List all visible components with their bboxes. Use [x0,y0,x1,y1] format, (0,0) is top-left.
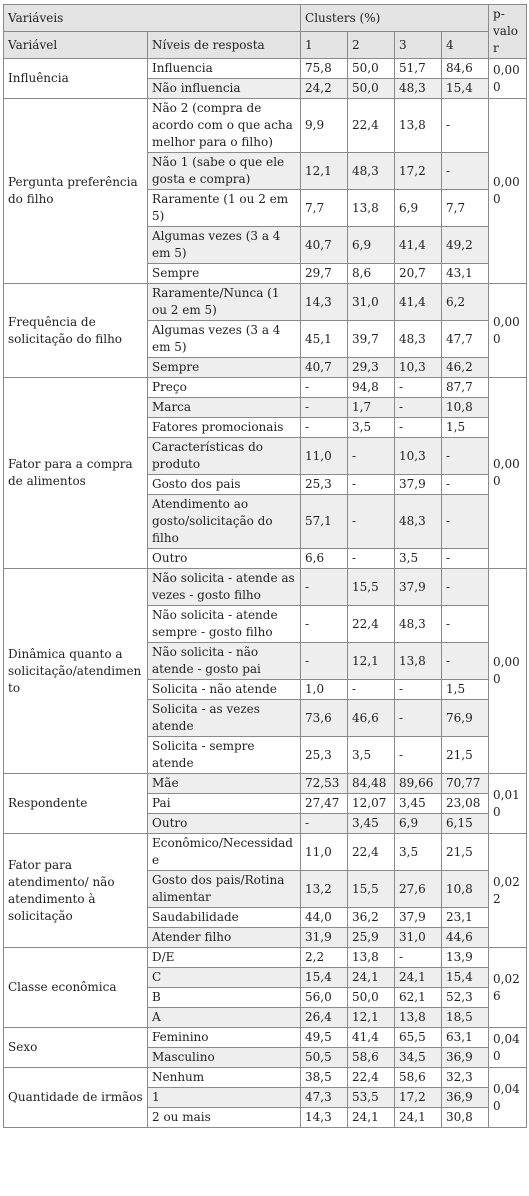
cluster-1-value: 57,1 [301,495,348,549]
cluster-1-value: 40,7 [301,227,348,264]
cluster-2-value: 13,8 [348,948,395,968]
cluster-4-value: 6,2 [442,284,489,321]
cluster-1-value: 45,1 [301,321,348,358]
response-level: Fatores promocionais [148,418,301,438]
response-level: Não solicita - não atende - gosto pai [148,643,301,680]
p-value: 0,022 [489,834,527,948]
cluster-3-value: 37,9 [395,475,442,495]
cluster-3-value: 6,9 [395,814,442,834]
response-level: Preço [148,378,301,398]
cluster-2-value: 22,4 [348,1068,395,1088]
cluster-3-value: 51,7 [395,59,442,79]
cluster-3-value: 58,6 [395,1068,442,1088]
response-level: Mãe [148,774,301,794]
cluster-4-value: 21,5 [442,737,489,774]
table-row [4,774,527,794]
cluster-4-value: 1,5 [442,418,489,438]
cluster-2-value: 84,48 [348,774,395,794]
variable-name: Frequência de solicitação do filho [4,284,148,378]
response-level: D/E [148,948,301,968]
cluster-2-value: 22,4 [348,606,395,643]
response-level: Atender filho [148,928,301,948]
response-level: Saudabilidade [148,908,301,928]
response-level: Solicita - as vezes atende [148,700,301,737]
cluster-4-value: 30,8 [442,1108,489,1128]
cluster-1-value: 1,0 [301,680,348,700]
cluster-3-value: - [395,680,442,700]
cluster-3-value: - [395,398,442,418]
header-niveis: Níveis de resposta [148,32,301,59]
table-row [4,1028,527,1048]
p-value: 0,000 [489,99,527,284]
cluster-2-value: - [348,549,395,569]
cluster-4-value: 36,9 [442,1088,489,1108]
cluster-4-value: 47,7 [442,321,489,358]
response-level: Não influencia [148,79,301,99]
header-cluster-3: 3 [395,32,442,59]
cluster-4-value: 18,5 [442,1008,489,1028]
cluster-3-value: - [395,700,442,737]
table-row [4,378,527,398]
response-level: Nenhum [148,1068,301,1088]
cluster-1-value: 25,3 [301,737,348,774]
cluster-4-value: 36,9 [442,1048,489,1068]
response-level: Feminino [148,1028,301,1048]
cluster-2-value: 13,8 [348,190,395,227]
cluster-4-value: - [442,475,489,495]
cluster-2-value: 12,1 [348,1008,395,1028]
response-level: Algumas vezes (3 a 4 em 5) [148,227,301,264]
table-body [4,59,527,1128]
cluster-3-value: 37,9 [395,908,442,928]
cluster-2-value: 41,4 [348,1028,395,1048]
cluster-2-value: 29,3 [348,358,395,378]
response-level: Não 1 (sabe o que ele gosta e compra) [148,153,301,190]
cluster-2-value: 12,07 [348,794,395,814]
cluster-2-value: 58,6 [348,1048,395,1068]
p-value: 0,000 [489,284,527,378]
cluster-3-value: 24,1 [395,968,442,988]
cluster-2-value: 3,5 [348,418,395,438]
response-level: A [148,1008,301,1028]
cluster-3-value: 48,3 [395,79,442,99]
cluster-2-value: - [348,680,395,700]
cluster-1-value: 13,2 [301,871,348,908]
cluster-2-value: 50,0 [348,59,395,79]
variable-name: Dinâmica quanto a solicitação/atendimento [4,569,148,774]
cluster-1-value: 25,3 [301,475,348,495]
cluster-3-value: 37,9 [395,569,442,606]
cluster-4-value: - [442,438,489,475]
cluster-1-value: 56,0 [301,988,348,1008]
cluster-3-value: - [395,418,442,438]
cluster-1-value: - [301,606,348,643]
cluster-1-value: 72,53 [301,774,348,794]
cluster-2-value: 50,0 [348,988,395,1008]
cluster-4-value: 10,8 [442,871,489,908]
p-value: 0,000 [489,378,527,569]
header-variavel: Variável [4,32,148,59]
table-row [4,99,527,153]
cluster-3-value: - [395,737,442,774]
response-level: Pai [148,794,301,814]
cluster-2-value: 24,1 [348,968,395,988]
cluster-1-value: 6,6 [301,549,348,569]
cluster-1-value: 50,5 [301,1048,348,1068]
table-row [4,284,527,321]
table-row [4,59,527,79]
cluster-4-value: 32,3 [442,1068,489,1088]
cluster-1-value: 73,6 [301,700,348,737]
cluster-1-value: 47,3 [301,1088,348,1108]
cluster-2-value: 94,8 [348,378,395,398]
cluster-2-value: 3,45 [348,814,395,834]
variable-name: Sexo [4,1028,148,1068]
response-level: Influencia [148,59,301,79]
variable-name: Pergunta preferência do filho [4,99,148,284]
response-level: 1 [148,1088,301,1108]
cluster-4-value: - [442,569,489,606]
response-level: Econômico/Necessidade [148,834,301,871]
cluster-2-value: 50,0 [348,79,395,99]
cluster-2-value: 6,9 [348,227,395,264]
cluster-2-value: 8,6 [348,264,395,284]
cluster-1-value: - [301,569,348,606]
header-cluster-1: 1 [301,32,348,59]
response-level: Gosto dos pais [148,475,301,495]
cluster-4-value: 21,5 [442,834,489,871]
response-level: Masculino [148,1048,301,1068]
response-level: Não solicita - atende sempre - gosto filho [148,606,301,643]
response-level: Sempre [148,264,301,284]
cluster-3-value: 24,1 [395,1108,442,1128]
cluster-4-value: 52,3 [442,988,489,1008]
cluster-3-value: 20,7 [395,264,442,284]
cluster-4-value: - [442,153,489,190]
header-cluster-2: 2 [348,32,395,59]
cluster-4-value: 70,77 [442,774,489,794]
cluster-4-value: 15,4 [442,968,489,988]
cluster-4-value: 44,6 [442,928,489,948]
cluster-4-value: 63,1 [442,1028,489,1048]
response-level: Algumas vezes (3 a 4 em 5) [148,321,301,358]
cluster-4-value: 84,6 [442,59,489,79]
cluster-3-value: 6,9 [395,190,442,227]
response-level: 2 ou mais [148,1108,301,1128]
cluster-3-value: 13,8 [395,1008,442,1028]
cluster-4-value: 7,7 [442,190,489,227]
cluster-1-value: 9,9 [301,99,348,153]
cluster-1-value: 38,5 [301,1068,348,1088]
cluster-3-value: 17,2 [395,1088,442,1108]
cluster-3-value: 13,8 [395,99,442,153]
response-level: Raramente (1 ou 2 em 5) [148,190,301,227]
header-variaveis: Variáveis [4,5,301,32]
response-level: Sempre [148,358,301,378]
cluster-3-value: 3,5 [395,834,442,871]
cluster-2-value: 22,4 [348,99,395,153]
cluster-2-value: 39,7 [348,321,395,358]
cluster-2-value: - [348,438,395,475]
p-value: 0,000 [489,569,527,774]
cluster-1-value: 14,3 [301,1108,348,1128]
cluster-3-value: 3,5 [395,549,442,569]
response-level: Solicita - não atende [148,680,301,700]
cluster-2-value: 15,5 [348,871,395,908]
cluster-1-value: 14,3 [301,284,348,321]
cluster-3-value: 41,4 [395,227,442,264]
table-row [4,834,527,871]
cluster-2-value: 31,0 [348,284,395,321]
cluster-3-value: 48,3 [395,495,442,549]
cluster-1-value: - [301,643,348,680]
cluster-4-value: 23,1 [442,908,489,928]
cluster-2-value: 46,6 [348,700,395,737]
p-value: 0,000 [489,59,527,99]
cluster-1-value: 27,47 [301,794,348,814]
cluster-3-value: 10,3 [395,438,442,475]
response-level: Outro [148,549,301,569]
response-level: C [148,968,301,988]
p-value: 0,040 [489,1068,527,1128]
cluster-1-value: 15,4 [301,968,348,988]
cluster-1-value: 26,4 [301,1008,348,1028]
cluster-4-value: 23,08 [442,794,489,814]
response-level: Marca [148,398,301,418]
response-level: Não 2 (compra de acordo com o que acha melhor para o filho) [148,99,301,153]
cluster-1-value: - [301,814,348,834]
cluster-2-value: 48,3 [348,153,395,190]
cluster-4-value: 49,2 [442,227,489,264]
cluster-2-value: - [348,495,395,549]
cluster-1-value: 11,0 [301,438,348,475]
cluster-1-value: 11,0 [301,834,348,871]
variable-name: Classe econômica [4,948,148,1028]
cluster-3-value: 27,6 [395,871,442,908]
response-level: Características do produto [148,438,301,475]
cluster-4-value: 1,5 [442,680,489,700]
cluster-2-value: 1,7 [348,398,395,418]
cluster-4-value: - [442,495,489,549]
cluster-4-value: 87,7 [442,378,489,398]
cluster-3-value: 89,66 [395,774,442,794]
cluster-4-value: 6,15 [442,814,489,834]
cluster-4-value: - [442,643,489,680]
header-clusters: Clusters (%) [301,5,489,32]
table-row [4,948,527,968]
cluster-4-value: 46,2 [442,358,489,378]
cluster-3-value: - [395,948,442,968]
cluster-1-value: 40,7 [301,358,348,378]
cluster-4-value: - [442,606,489,643]
variable-name: Respondente [4,774,148,834]
cluster-4-value: 13,9 [442,948,489,968]
cluster-3-value: - [395,378,442,398]
cluster-4-value: 76,9 [442,700,489,737]
cluster-3-value: 48,3 [395,321,442,358]
cluster-3-value: 17,2 [395,153,442,190]
response-level: Atendimento ao gosto/solicitação do filho [148,495,301,549]
cluster-2-value: 36,2 [348,908,395,928]
response-level: Solicita - sempre atende [148,737,301,774]
cluster-1-value: 12,1 [301,153,348,190]
cluster-2-value: 53,5 [348,1088,395,1108]
response-level: B [148,988,301,1008]
variable-name: Quantidade de irmãos [4,1068,148,1128]
cluster-1-value: 44,0 [301,908,348,928]
cluster-4-value: 43,1 [442,264,489,284]
cluster-2-value: 22,4 [348,834,395,871]
clusters-table [3,4,527,1128]
cluster-2-value: 15,5 [348,569,395,606]
cluster-1-value: - [301,418,348,438]
table-row [4,569,527,606]
cluster-2-value: 3,5 [348,737,395,774]
cluster-3-value: 3,45 [395,794,442,814]
cluster-2-value: - [348,475,395,495]
cluster-3-value: 48,3 [395,606,442,643]
header-cluster-4: 4 [442,32,489,59]
cluster-1-value: - [301,378,348,398]
p-value: 0,040 [489,1028,527,1068]
cluster-1-value: - [301,398,348,418]
cluster-1-value: 2,2 [301,948,348,968]
cluster-1-value: 29,7 [301,264,348,284]
p-value: 0,010 [489,774,527,834]
cluster-3-value: 62,1 [395,988,442,1008]
cluster-2-value: 24,1 [348,1108,395,1128]
cluster-1-value: 31,9 [301,928,348,948]
cluster-1-value: 24,2 [301,79,348,99]
response-level: Não solicita - atende as vezes - gosto filho [148,569,301,606]
cluster-3-value: 13,8 [395,643,442,680]
p-value: 0,026 [489,948,527,1028]
response-level: Gosto dos pais/Rotina alimentar [148,871,301,908]
variable-name: Influência [4,59,148,99]
response-level: Outro [148,814,301,834]
cluster-3-value: 31,0 [395,928,442,948]
cluster-3-value: 10,3 [395,358,442,378]
cluster-3-value: 41,4 [395,284,442,321]
table-row [4,1068,527,1088]
cluster-1-value: 75,8 [301,59,348,79]
cluster-3-value: 65,5 [395,1028,442,1048]
cluster-1-value: 49,5 [301,1028,348,1048]
variable-name: Fator para a compra de alimentos [4,378,148,569]
cluster-4-value: 10,8 [442,398,489,418]
variable-name: Fator para atendimento/ não atendimento à solicitação [4,834,148,948]
cluster-4-value: - [442,99,489,153]
cluster-2-value: 25,9 [348,928,395,948]
cluster-4-value: 15,4 [442,79,489,99]
cluster-3-value: 34,5 [395,1048,442,1068]
header-p-valor: p-valor [489,5,527,59]
response-level: Raramente/Nunca (1 ou 2 em 5) [148,284,301,321]
cluster-1-value: 7,7 [301,190,348,227]
cluster-4-value: - [442,549,489,569]
cluster-2-value: 12,1 [348,643,395,680]
